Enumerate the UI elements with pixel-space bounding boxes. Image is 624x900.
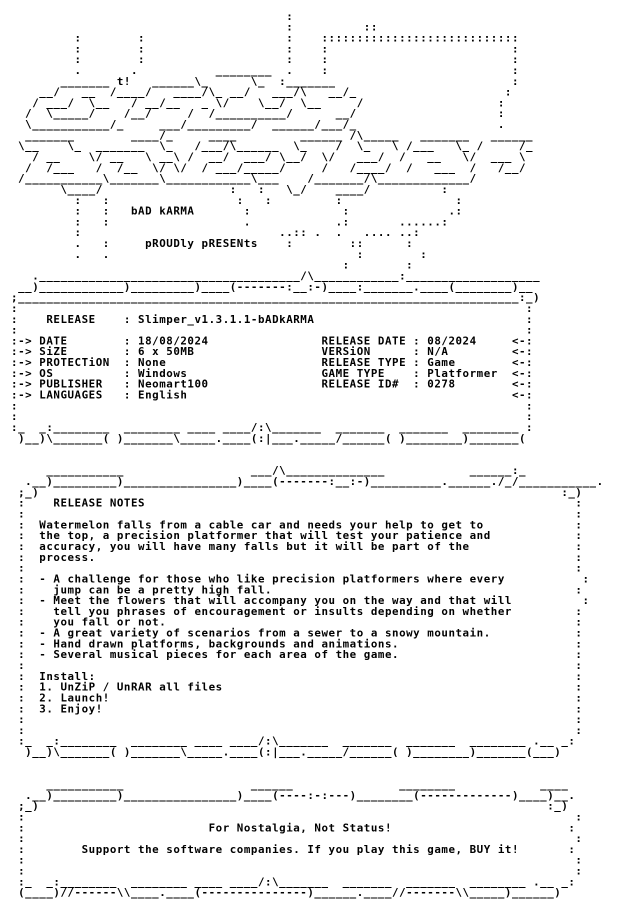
nfo-line: :-> PUBLISHER : Neomart100 RELEASE ID# : 0278 <-: (4, 377, 534, 391)
nfo-line: : :: (4, 20, 378, 34)
nfo-line: :-> DATE : 18/08/2024 RELEASE DATE : 08/2024 <-: (4, 334, 534, 348)
nfo-line: : : (4, 853, 583, 867)
nfo-line: )__)\_______( )_______\_____.____(:|___._____/______( )________)_______(___) (4, 745, 562, 759)
nfo-line: .__)_________)________________)____(----:-:---)________(-------------)____)__. (4, 788, 576, 802)
nfo-line: . : pROUDly pRESENts : :: : (4, 237, 414, 250)
nfo-line: : : : : : : (4, 193, 463, 207)
nfo-line: : 1. UnZiP / UnRAR all files : (4, 680, 583, 694)
nfo-line: : - Hand drawn platforms, backgrounds and animations. : (4, 637, 583, 651)
nfo-line: / /___ / /__ \/ \/ / ___/_____/ / /____/ / ___ / /__/ (4, 161, 527, 175)
nfo-line: /___________\_______\____________\___ /_______/\_____________/ (4, 172, 477, 185)
nfo-line: ;_) :_) (4, 799, 569, 813)
nfo-line: :_ _:________ ________ ____ ____/:\_______ _______ _______ ________ : (4, 421, 534, 434)
nfo-line: : : (4, 659, 583, 672)
nfo-line: : RELEASE : Slimper_v1.3.1.1-bADkARMA : (4, 312, 534, 326)
nfo-line: : : (4, 864, 583, 878)
nfo-line: / __ \/ __ \ __\ / __/ ___/ \__/ \/ ___/ / __ \/ ___ \ (4, 150, 527, 164)
nfo-line: : : : : : (4, 42, 520, 55)
nfo-line: :-> LANGUAGES : English <-: (4, 388, 534, 402)
nfo-line: \___________/_ ___/_________/ ______/___/_ . (4, 118, 505, 131)
nfo-line: ___________ ___/\______________ ______:_ (4, 464, 527, 477)
nfo-line: : - Several musical pieces for each area of the game. : (4, 648, 583, 661)
nfo-line: ;_) :_) (4, 485, 583, 499)
nfo-line: / ___/ \__ / __/__ _ \/ \__/ \__ / : (4, 96, 505, 110)
nfo-line: : - A great variety of scenarios from a sewer to a snowy mountain. : (4, 626, 583, 640)
nfo-line: : : (4, 561, 583, 575)
nfo-line: : you fall or not. : (4, 615, 583, 629)
nfo-line: : tell you phrases of encouragement or insults depending on whether : (4, 604, 583, 618)
nfo-line: \____/ : : \_/ ____/ : (4, 183, 449, 196)
nfo-line: : : bAD kARMA : : .: (4, 204, 463, 218)
nfo-line: : jump can be a pretty high fall. : (4, 583, 583, 596)
nfo-line: : : (4, 258, 414, 272)
nfo-text (4, 0, 604, 898)
nfo-line: : : (4, 810, 583, 824)
nfo-line: \__ \_ _______ \_ /___/\______ \_ / \_ \ /___ \_ / /_ (4, 139, 534, 153)
nfo-line: )__)\_______( )_______\_____.____(:|___._____/______( )________)_______( (4, 431, 527, 445)
nfo-line: _______ ____/_ ____ ______ /\_____ _______ ______ (4, 128, 534, 142)
nfo-line: : accuracy, you will have many falls but it will be part of the : (4, 540, 583, 553)
nfo-line: : RELEASE NOTES : (4, 496, 583, 510)
nfo-line: : For Nostalgia, Not Status! : (4, 821, 576, 834)
nfo-line: : : (4, 507, 583, 521)
nfo-line: __/ __ /____/ ____/\_ __/ ___/\ __/_ : (4, 85, 512, 99)
nfo-line: : : (4, 713, 583, 726)
nfo-line: . . : : (4, 247, 428, 261)
nfo-line: : Install: : (4, 669, 583, 683)
nfo-line: : - Meet the flowers that will accompany you on the way and that will : (4, 594, 590, 607)
nfo-line: : process. : (4, 550, 583, 564)
nfo-line: : Watermelon falls from a cable car and needs your help to get to : (4, 518, 583, 532)
nfo-line: _______ t! ______\_ \_ :_______ : (4, 74, 520, 88)
nfo-line: : : (4, 323, 534, 337)
nfo-line: : : . .: ......: (4, 215, 449, 229)
nfo-line: : : (4, 302, 534, 315)
nfo-line: :-> PROTECTiON : None RELEASE TYPE : Game <-: (4, 356, 534, 369)
nfo-line: :-> OS : Windows GAME TYPE : Platformer <-: (4, 366, 534, 380)
nfo-line: (____)//------\\____.____(---------------)______.____//-------\\_____)______) (4, 886, 562, 899)
nfo-line: : : : : : (4, 53, 520, 66)
nfo-line: . . ________ . : : (4, 64, 520, 77)
nfo-line: :-> SiZE : 6 x 50MB VERSiON : N/A <-: (4, 345, 534, 358)
nfo-line: : : (4, 410, 534, 423)
nfo-line: : 3. Enjoy! : (4, 702, 583, 715)
nfo-line (4, 444, 604, 455)
nfo-line: :_ _:________ ________ ____ ____/:\_______ _______ _______ ________ .__ _: (4, 734, 576, 748)
nfo-line: : : (4, 723, 583, 737)
nfo-line: ;_______________________________________________________________________:_) (4, 291, 541, 304)
nfo-line: : ..:: . . .... ..: (4, 226, 421, 239)
nfo-line (4, 757, 604, 768)
nfo-line: : - A challenge for those who like precision platformers where every : (4, 572, 590, 586)
nfo-line: : Support the software companies. If you play this game, BUY it! : (4, 843, 576, 856)
nfo-line: : : : :::::::::::::::::::::::::::: (4, 31, 520, 45)
nfo-line: : : (4, 399, 534, 413)
nfo-line: :_ _:________ ________ ____ ____/:\_______ _______ _______ ________ .__ _: (4, 875, 576, 889)
nfo-line: : : (4, 832, 583, 845)
nfo-line: .__)_________)________________)____(-------:__:-)__________.______./_/___________. (4, 475, 604, 488)
nfo-line: : 2. Launch! : (4, 691, 583, 705)
nfo-line: / \_____/ /__/ / /__________/ __/ : (4, 107, 505, 120)
nfo-line: __)____________)_________)____(-------:__:-)____:_______.____(________)__ (4, 280, 534, 294)
nfo-line: : (4, 9, 294, 23)
nfo-line: ._____________________________________/\____________:___________________ (4, 269, 541, 283)
nfo-line: : the top, a precision platformer that will test your patience and : (4, 529, 583, 542)
nfo-line: ___________ ______ ________ ____ (4, 778, 569, 791)
